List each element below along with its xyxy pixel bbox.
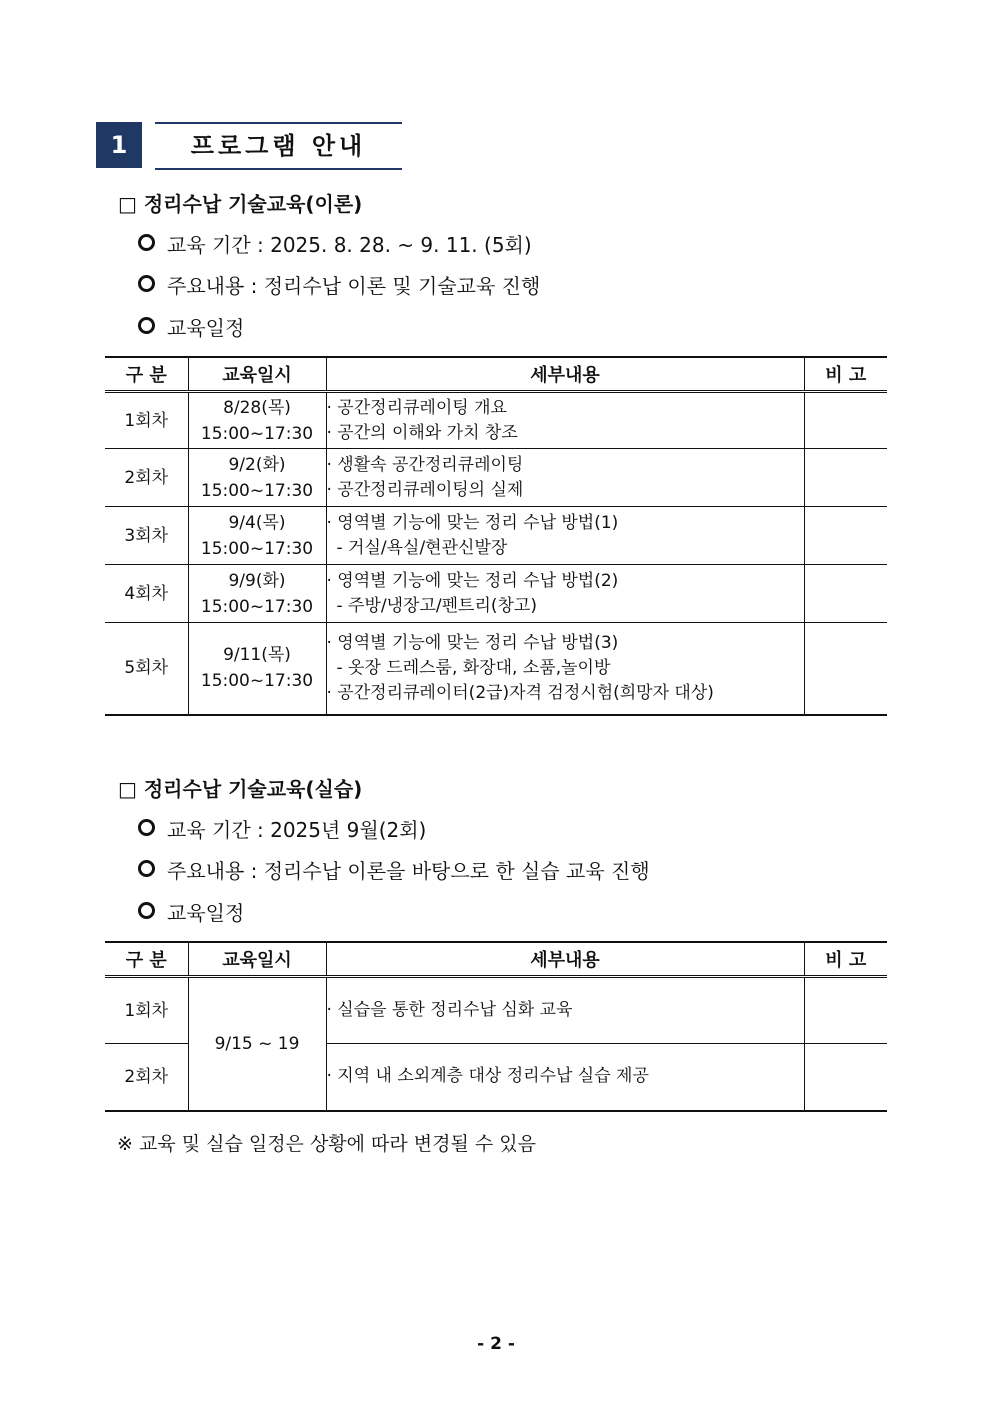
detail-subline: - 거실/욕실/현관신발장 <box>336 537 508 558</box>
practice-schedule-table <box>105 941 887 1112</box>
circle-bullet-icon <box>138 317 155 334</box>
circle-bullet-icon <box>138 819 155 836</box>
theory-content-text: 주요내용 : 정리수납 이론 및 기술교육 진행 <box>167 274 541 298</box>
details-cell <box>326 449 804 507</box>
detail-line: · 공간정리큐레이터(2급)자격 검정시험(희망자 대상) <box>326 682 714 703</box>
table-row <box>105 623 887 715</box>
practice-content <box>138 857 650 885</box>
practice-period <box>138 816 426 844</box>
practice-schedule-label-text: 교육일정 <box>167 901 245 925</box>
page-number: - 2 - <box>477 1334 515 1354</box>
detail-line: · 생활속 공간정리큐레이팅 <box>326 454 524 475</box>
details-cell: · 실습을 통한 정리수납 심화 교육 <box>326 977 804 1044</box>
theory-schedule-table <box>105 356 887 716</box>
remarks-cell <box>804 623 887 715</box>
time-text: 15:00~17:30 <box>200 596 314 617</box>
session-cell: 2회차 <box>105 449 188 507</box>
detail-line: · 공간정리큐레이팅 개요 <box>326 397 507 418</box>
header-datetime: 교육일시 <box>188 357 326 392</box>
circle-bullet-icon <box>138 902 155 919</box>
time-text: 15:00~17:30 <box>200 480 314 501</box>
remarks-cell <box>804 1044 887 1111</box>
circle-bullet-icon <box>138 860 155 877</box>
theory-content <box>138 272 540 300</box>
circle-bullet-icon <box>138 275 155 292</box>
session-cell: 1회차 <box>105 392 188 449</box>
table-row <box>105 449 887 507</box>
datetime-cell <box>188 449 326 507</box>
section-title: 프로그램 안내 <box>155 122 402 170</box>
session-cell: 3회차 <box>105 507 188 565</box>
datetime-cell <box>188 392 326 449</box>
table-row <box>105 507 887 565</box>
detail-line: · 영역별 기능에 맞는 정리 수납 방법(1) <box>326 512 619 533</box>
date-text: 9/2(화) <box>228 454 286 475</box>
datetime-cell: 9/15 ~ 19 <box>188 977 326 1111</box>
details-cell <box>326 507 804 565</box>
circle-bullet-icon <box>138 234 155 251</box>
theory-schedule-label-text: 교육일정 <box>167 316 245 340</box>
remarks-cell <box>804 392 887 449</box>
table-row <box>105 392 887 449</box>
header-remarks: 비 고 <box>804 357 887 392</box>
time-text: 15:00~17:30 <box>200 538 314 559</box>
date-text: 9/9(화) <box>228 570 286 591</box>
header-category: 구 분 <box>105 357 188 392</box>
session-cell: 2회차 <box>105 1044 188 1111</box>
detail-line: · 공간의 이해와 가치 창조 <box>326 422 518 443</box>
session-cell: 5회차 <box>105 623 188 715</box>
remarks-cell <box>804 977 887 1044</box>
datetime-cell <box>188 507 326 565</box>
detail-line: · 공간정리큐레이팅의 실제 <box>326 479 524 500</box>
header-remarks: 비 고 <box>804 942 887 977</box>
remarks-cell <box>804 507 887 565</box>
practice-schedule-label <box>138 899 244 927</box>
theory-heading: □ 정리수납 기술교육(이론) <box>118 192 363 216</box>
session-cell: 4회차 <box>105 565 188 623</box>
date-text: 8/28(목) <box>223 397 291 418</box>
theory-period-text: 교육 기간 : 2025. 8. 28. ~ 9. 11. (5회) <box>167 233 532 257</box>
remarks-cell <box>804 565 887 623</box>
table-row <box>105 565 887 623</box>
datetime-cell <box>188 565 326 623</box>
details-cell: · 지역 내 소외계층 대상 정리수납 실습 제공 <box>326 1044 804 1111</box>
theory-schedule-label <box>138 314 244 342</box>
table-row <box>105 977 887 1044</box>
time-text: 15:00~17:30 <box>200 423 314 444</box>
schedule-change-note: ※ 교육 및 실습 일정은 상황에 따라 변경될 수 있음 <box>117 1133 537 1155</box>
practice-content-text: 주요내용 : 정리수납 이론을 바탕으로 한 실습 교육 진행 <box>167 859 650 883</box>
header-details: 세부내용 <box>326 942 804 977</box>
detail-subline: - 주방/냉장고/펜트리(창고) <box>336 595 537 616</box>
theory-period <box>138 231 532 259</box>
datetime-cell <box>188 623 326 715</box>
header-datetime: 교육일시 <box>188 942 326 977</box>
details-cell <box>326 565 804 623</box>
table-header-row <box>105 942 887 977</box>
details-cell <box>326 392 804 449</box>
date-text: 9/4(목) <box>228 512 286 533</box>
remarks-cell <box>804 449 887 507</box>
detail-line: · 영역별 기능에 맞는 정리 수납 방법(3) <box>326 632 619 653</box>
date-text: 9/11(목) <box>223 645 291 666</box>
header-category: 구 분 <box>105 942 188 977</box>
session-cell: 1회차 <box>105 977 188 1044</box>
section-header <box>96 122 402 170</box>
section-number: 1 <box>96 122 142 168</box>
header-details: 세부내용 <box>326 357 804 392</box>
table-header-row <box>105 357 887 392</box>
detail-line: · 영역별 기능에 맞는 정리 수납 방법(2) <box>326 570 619 591</box>
details-cell <box>326 623 804 715</box>
time-text: 15:00~17:30 <box>200 671 314 692</box>
practice-period-text: 교육 기간 : 2025년 9월(2회) <box>167 818 427 842</box>
detail-subline: - 옷장 드레스룸, 화장대, 소품,놀이방 <box>336 657 611 678</box>
practice-heading: □ 정리수납 기술교육(실습) <box>118 777 363 801</box>
